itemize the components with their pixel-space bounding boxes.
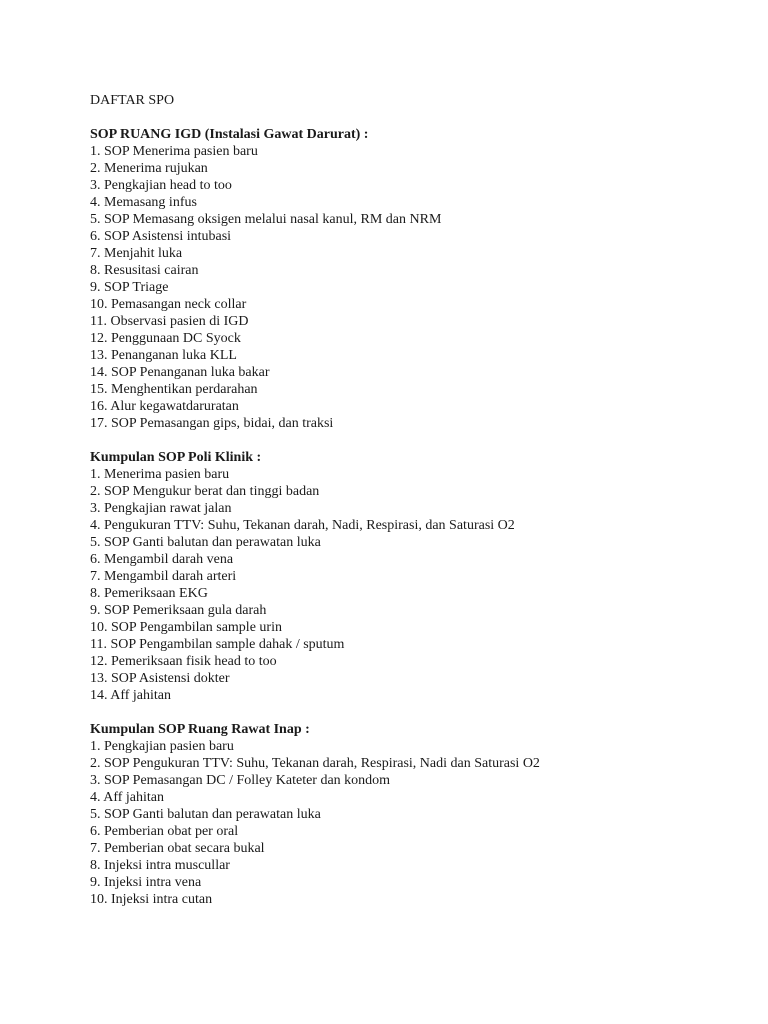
list-item: 12. Pemeriksaan fisik head to too (90, 654, 277, 669)
list-item: 5. SOP Memasang oksigen melalui nasal kanul, RM dan NRM (90, 212, 442, 227)
list-item: 17. SOP Pemasangan gips, bidai, dan traksi (90, 416, 334, 431)
list-item: 15. Menghentikan perdarahan (90, 382, 258, 397)
list-item: 3. Pengkajian rawat jalan (90, 501, 232, 516)
section-1 (90, 449, 730, 704)
list-item: 14. SOP Penanganan luka bakar (90, 365, 270, 380)
list-item: 5. SOP Ganti balutan dan perawatan luka (90, 535, 321, 550)
list-item: 8. Resusitasi cairan (90, 263, 199, 278)
list-item: 6. Pemberian obat per oral (90, 824, 239, 839)
list-item: 9. Injeksi intra vena (90, 875, 202, 890)
list-item: 11. SOP Pengambilan sample dahak / sputum (90, 637, 345, 652)
list-item: 1. SOP Menerima pasien baru (90, 144, 258, 159)
list-item: 1. Pengkajian pasien baru (90, 739, 234, 754)
list-item: 6. SOP Asistensi intubasi (90, 229, 232, 244)
section-0 (90, 126, 730, 432)
list-item: 14. Aff jahitan (90, 688, 172, 703)
list-item: 5. SOP Ganti balutan dan perawatan luka (90, 807, 321, 822)
list-item: 4. Pengukuran TTV: Suhu, Tekanan darah, Nadi, Respirasi, dan Saturasi O2 (90, 518, 515, 533)
section-item-list (90, 143, 730, 432)
list-item: 13. SOP Asistensi dokter (90, 671, 230, 686)
list-item: 3. Pengkajian head to too (90, 178, 232, 193)
section-heading: SOP RUANG IGD (Instalasi Gawat Darurat) : (90, 127, 369, 142)
list-item: 7. Menjahit luka (90, 246, 183, 261)
list-item: 16. Alur kegawatdaruratan (90, 399, 239, 414)
list-item: 3. SOP Pemasangan DC / Folley Kateter dan kondom (90, 773, 391, 788)
section-item-list (90, 466, 730, 704)
list-item: 10. SOP Pengambilan sample urin (90, 620, 282, 635)
list-item: 7. Mengambil darah arteri (90, 569, 237, 584)
section-heading: Kumpulan SOP Ruang Rawat Inap : (90, 722, 310, 737)
list-item: 9. SOP Pemeriksaan gula darah (90, 603, 267, 618)
list-item: 10. Injeksi intra cutan (90, 892, 213, 907)
sections-container (90, 126, 730, 908)
list-item: 13. Penanganan luka KLL (90, 348, 237, 363)
list-item: 9. SOP Triage (90, 280, 169, 295)
list-item: 4. Aff jahitan (90, 790, 165, 805)
list-item: 12. Penggunaan DC Syock (90, 331, 241, 346)
section-2 (90, 721, 730, 908)
list-item: 1. Menerima pasien baru (90, 467, 230, 482)
list-item: 2. SOP Mengukur berat dan tinggi badan (90, 484, 320, 499)
document-page (90, 92, 730, 925)
list-item: 6. Mengambil darah vena (90, 552, 234, 567)
list-item: 10. Pemasangan neck collar (90, 297, 247, 312)
document-title: DAFTAR SPO (90, 93, 175, 108)
list-item: 2. Menerima rujukan (90, 161, 208, 176)
list-item: 11. Observasi pasien di IGD (90, 314, 249, 329)
section-item-list (90, 738, 730, 908)
list-item: 8. Pemeriksaan EKG (90, 586, 208, 601)
list-item: 8. Injeksi intra muscullar (90, 858, 230, 873)
list-item: 4. Memasang infus (90, 195, 197, 210)
list-item: 7. Pemberian obat secara bukal (90, 841, 265, 856)
section-heading: Kumpulan SOP Poli Klinik : (90, 450, 262, 465)
list-item: 2. SOP Pengukuran TTV: Suhu, Tekanan darah, Respirasi, Nadi dan Saturasi O2 (90, 756, 540, 771)
